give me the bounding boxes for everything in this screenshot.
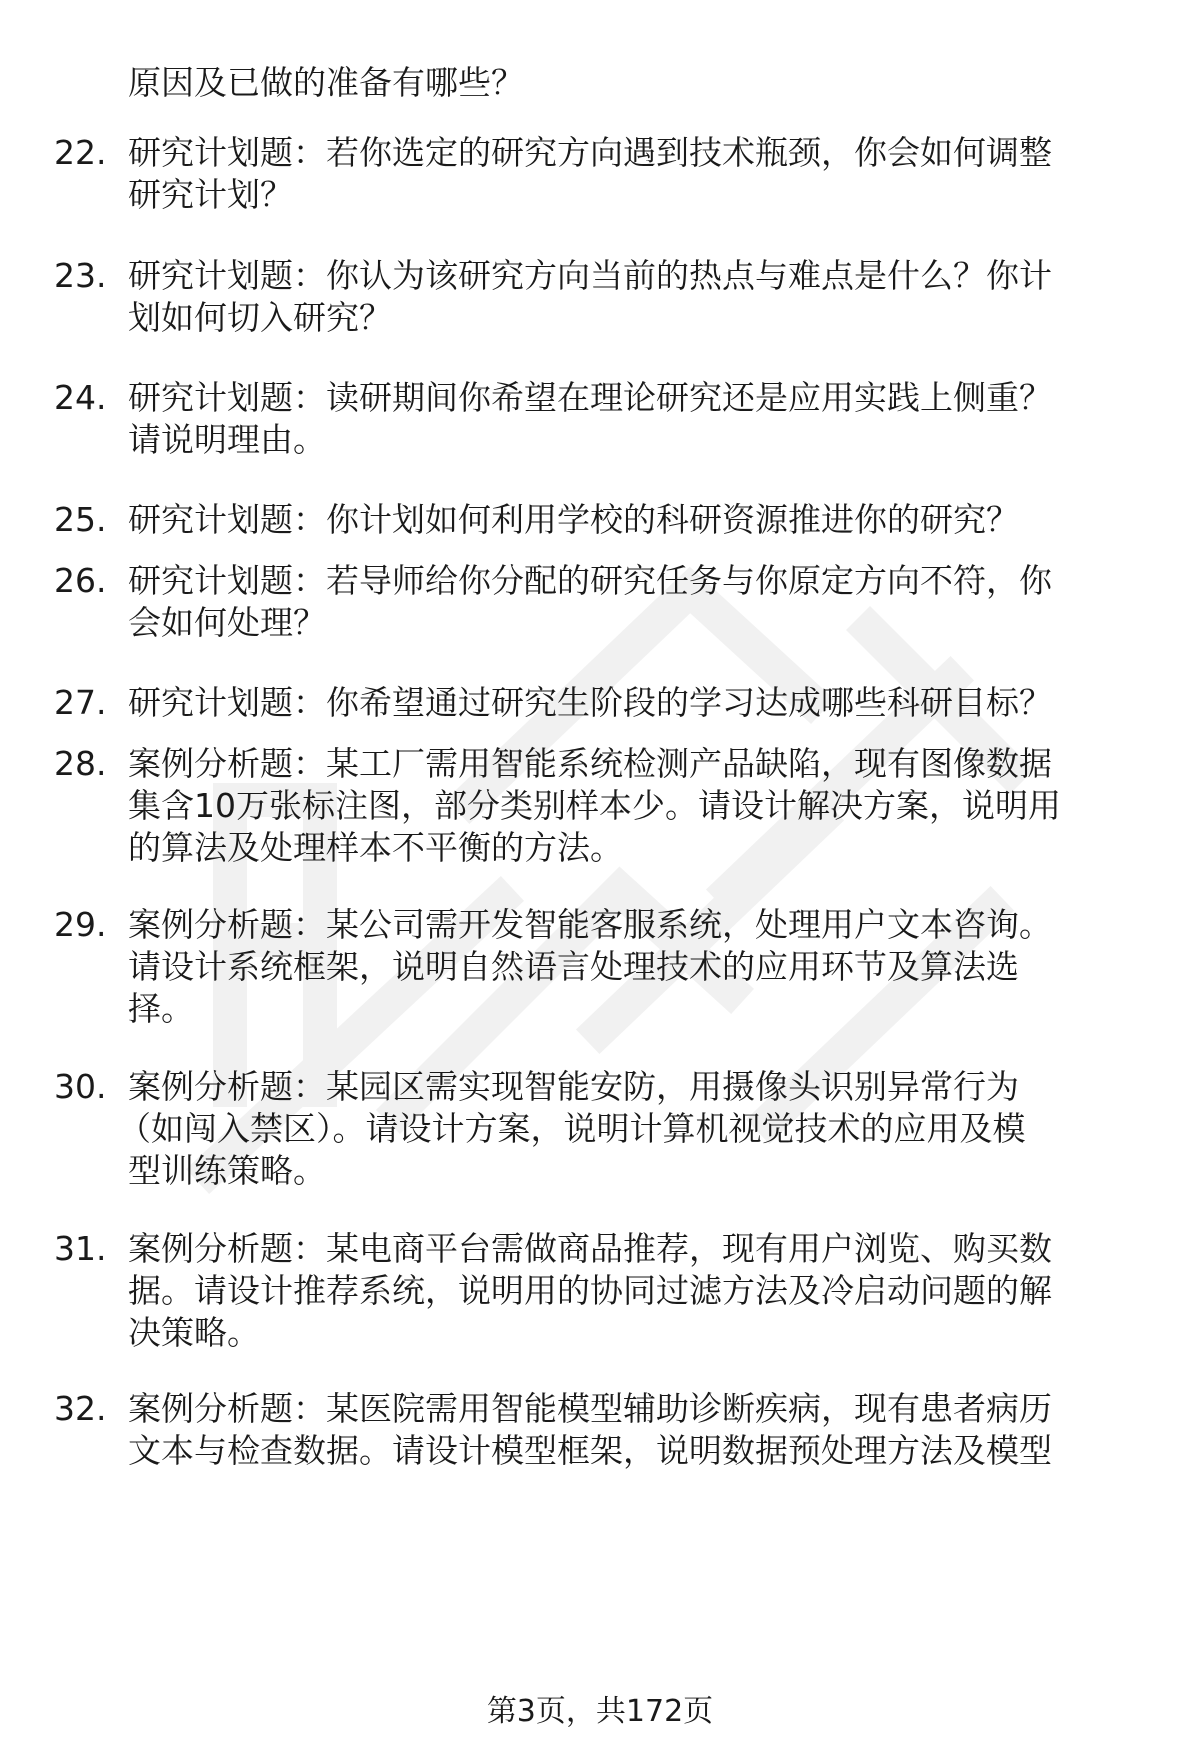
question-text-line: （如闯入禁区）。请设计方案，说明计算机视觉技术的应用及模: [118, 1109, 1026, 1148]
question-number: 26.: [54, 561, 107, 600]
question-text: [128, 255, 1148, 339]
question-number: 31.: [54, 1229, 107, 1268]
question-text: [128, 560, 1148, 644]
question-text: [128, 904, 1148, 1030]
question-text: [128, 682, 1148, 724]
question-text: [128, 1228, 1148, 1354]
question-text-line: 案例分析题：某工厂需用智能系统检测产品缺陷，现有图像数据: [128, 744, 1052, 783]
page-footer: 第3页，共172页: [486, 1694, 714, 1729]
question-text-line: 研究计划题：你希望通过研究生阶段的学习达成哪些科研目标？: [128, 683, 1052, 722]
question-text-line: 请说明理由。: [128, 420, 326, 459]
question-text-line: 研究计划题：若导师给你分配的研究任务与你原定方向不符，你: [128, 561, 1052, 600]
continued-question-text: 原因及已做的准备有哪些？: [128, 63, 524, 102]
question-text-line: 案例分析题：某园区需实现智能安防，用摄像头识别异常行为: [128, 1067, 1019, 1106]
question-number: 32.: [54, 1389, 107, 1428]
question-number: 27.: [54, 683, 107, 722]
question-text-line: 研究计划？: [128, 175, 293, 214]
question-text-line: 文本与检查数据。请设计模型框架，说明数据预处理方法及模型: [128, 1431, 1052, 1470]
question-text-line: 研究计划题：若你选定的研究方向遇到技术瓶颈，你会如何调整: [128, 133, 1052, 172]
question-text: [128, 132, 1148, 216]
question-text: [128, 377, 1148, 461]
question-text-line: 划如何切入研究？: [128, 298, 392, 337]
question-text: [118, 1066, 1148, 1192]
question-text-line: 据。请设计推荐系统，说明用的协同过滤方法及冷启动问题的解: [128, 1271, 1052, 1310]
question-text: [128, 743, 1148, 869]
question-text-line: 案例分析题：某医院需用智能模型辅助诊断疾病，现有患者病历: [128, 1389, 1052, 1428]
question-text-line: 的算法及处理样本不平衡的方法。: [128, 828, 623, 867]
question-text-line: 案例分析题：某电商平台需做商品推荐，现有用户浏览、购买数: [128, 1229, 1052, 1268]
question-number: 22.: [54, 133, 107, 172]
question-number: 30.: [54, 1067, 107, 1106]
question-text-line: 案例分析题：某公司需开发智能客服系统，处理用户文本咨询。: [128, 905, 1052, 944]
question-text-line: 会如何处理？: [128, 603, 326, 642]
question-number: 29.: [54, 905, 107, 944]
question-text: [128, 1388, 1148, 1472]
question-number: 23.: [54, 256, 107, 295]
question-text-line: 型训练策略。: [128, 1151, 326, 1190]
question-text-line: 研究计划题：你认为该研究方向当前的热点与难点是什么？你计: [128, 256, 1052, 295]
question-text-line: 集含10万张标注图，部分类别样本少。请设计解决方案，说明用: [128, 786, 1061, 825]
question-text: [128, 499, 1148, 541]
question-text-line: 研究计划题：你计划如何利用学校的科研资源推进你的研究？: [128, 500, 1019, 539]
question-text-line: 请设计系统框架，说明自然语言处理技术的应用环节及算法选: [128, 947, 1019, 986]
question-text-line: 择。: [128, 989, 194, 1028]
question-number: 28.: [54, 744, 107, 783]
question-text-line: 研究计划题：读研期间你希望在理论研究还是应用实践上侧重？: [128, 378, 1052, 417]
question-number: 24.: [54, 378, 107, 417]
question-text-line: 决策略。: [128, 1313, 260, 1352]
question-number: 25.: [54, 500, 107, 539]
